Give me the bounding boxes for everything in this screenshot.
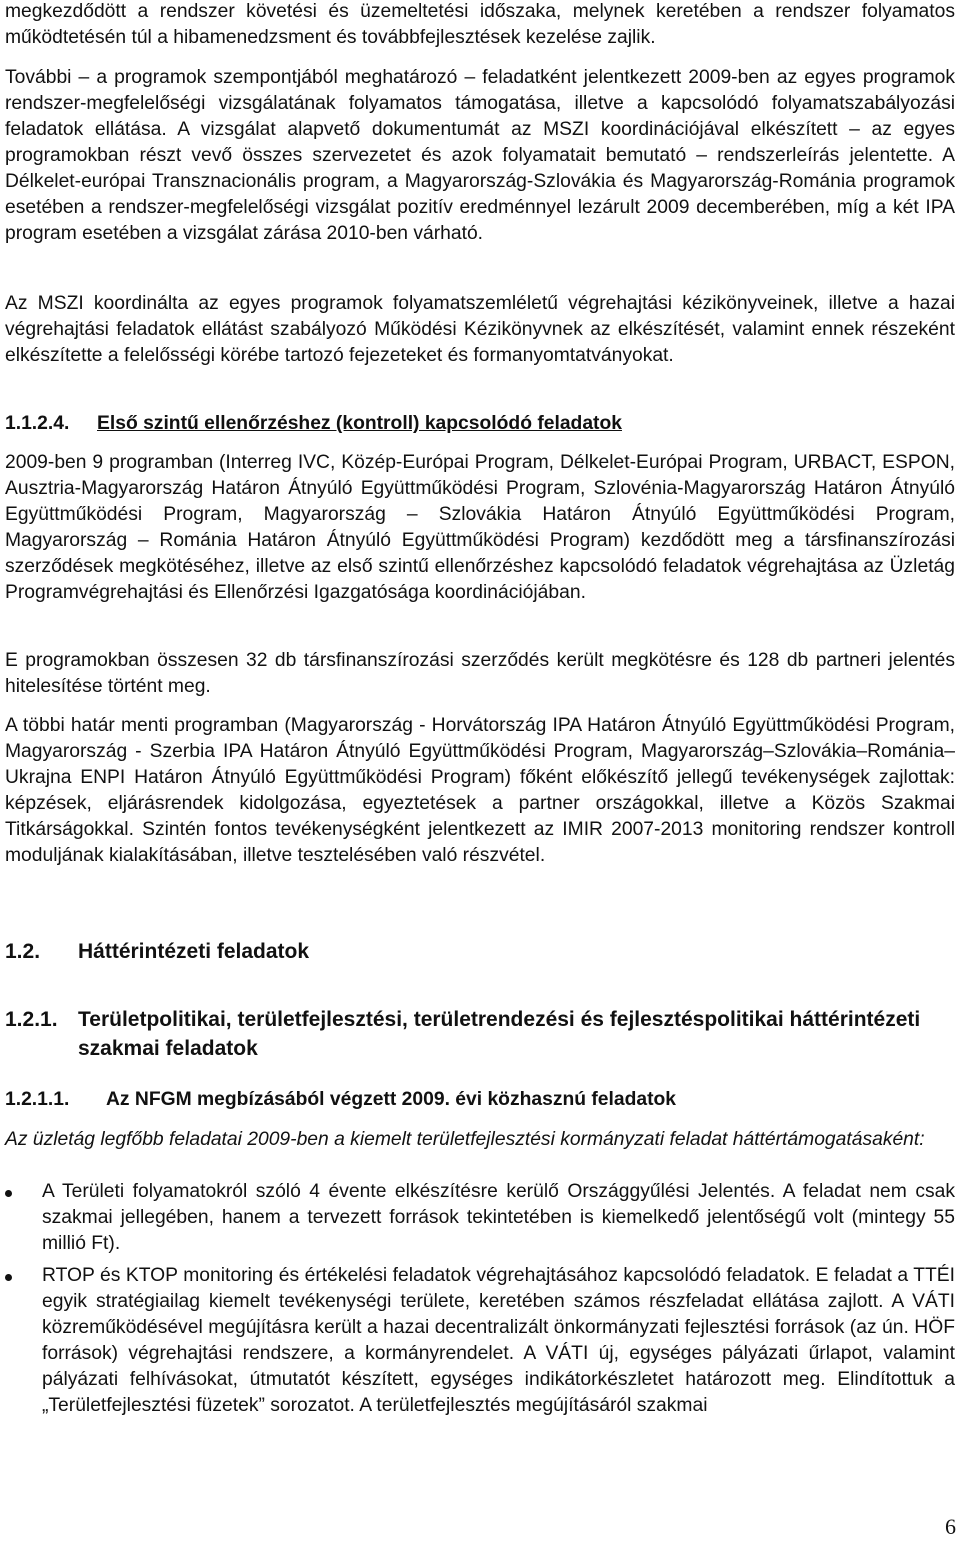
bullet-icon [5, 1190, 12, 1197]
section-heading-1-2-1-1 [5, 1087, 676, 1113]
section-heading-1-1-2-4 [5, 411, 622, 437]
list-item [5, 1263, 955, 1419]
list-item-text: A Területi folyamatokról szóló 4 évente elkészítésre kerülő Országgyűlési Jelentés. A feladat nem csak szakmai jellegében, hanem a tervezett források tekintetében is kiemelkedő jelentőségű volt (mintegy 55 millió Ft). [42, 1181, 955, 1254]
list-item [5, 1179, 955, 1257]
bullet-list [5, 1179, 955, 1425]
heading-number: 1.1.2.4. [5, 413, 70, 434]
paragraph: megkezdődött a rendszer követési és üzemeltetési időszaka, melynek keretében a rendszer folyamatos működtetésén túl a hibamenedzsment és továbbfejlesztések kezelése zajlik. [5, 1, 955, 48]
heading-number: 1.2. [5, 940, 41, 963]
bullet-icon [5, 1274, 12, 1281]
heading-text: Az NFGM megbízásából végzett 2009. évi közhasznú feladatok [106, 1089, 677, 1110]
heading-number: 1.2.1. [5, 1008, 58, 1031]
paragraph: E programokban összesen 32 db társfinanszírozási szerződés került megkötésre és 128 db partneri jelentés hitelesítése történt meg. [5, 650, 955, 697]
paragraph: További – a programok szempontjából meghatározó – feladatként jelentkezett 2009-ben az egyes programok rendszer-megfelelőségi vizsgálatának folyamatos támogatása, illetve a kapcsolódó folyamatszabályozási feladatok ellátása. A vizsgálat alapvető dokumentumát az MSZI koordinációjával elkészített – az egyes programokban részt vevő összes szervezetet és azok folyamatait bemutató – rendszerleírás jelentette. A Délkelet-európai Transznacionális program, a Magyarország-Szlovákia és Magyarország-Románia programok esetében a rendszer-megfelelőségi vizsgálat pozitív eredménnyel lezárult 2009 decemberében, míg a két IPA program esetében a vizsgálat zárása 2010-ben várható. [5, 67, 955, 244]
page-number: 6 [945, 1514, 956, 1539]
intro-paragraph: Az üzletág legfőbb feladatai 2009-ben a kiemelt területfejlesztési kormányzati feladat háttértámogatásaként: [5, 1129, 925, 1150]
paragraph: 2009-ben 9 programban (Interreg IVC, Közép-Európai Program, Délkelet-Európai Program, URBACT, ESPON, Ausztria-Magyarország Határon Átnyúló Együttműködési Program, Szlovénia-Magyarország Határon Átnyúló Együttműködési Program, Magyarország – Szlovákia Határon Átnyúló Együttműködési Program, Magyarország – Románia Határon Átnyúló Együttműködési Program) kezdődött meg a társfinanszírozási szerződések megkötéséhez, illetve az első szintű ellenőrzéshez kapcsolódó feladatok végrehajtása az Üzletág Programvégrehajtási és Ellenőrzési Igazgatósága koordinációjában. [5, 452, 955, 603]
heading-number: 1.2.1.1. [5, 1089, 70, 1110]
heading-text: Háttérintézeti feladatok [78, 940, 310, 963]
section-heading-1-2-1 [5, 1005, 955, 1063]
heading-text: Területpolitikai, területfejlesztési, területrendezési és fejlesztéspolitikai háttérintézeti szakmai feladatok [78, 1008, 921, 1060]
list-item-text: RTOP és KTOP monitoring és értékelési feladatok végrehajtásához kapcsolódó feladatok. E feladat a TTÉI egyik stratégiailag kiemelt tevékenységi területe, keretében számos részfeladat ellátása zajlott. A VÁTI közreműködésével megújításra került a hazai decentralizált önkormányzati fejlesztési források (az ún. HÖF források) végrehajtási rendszere, a kormányrendelet. A VÁTI új, egységes pályázati űrlapot, valamint pályázati felhívásokat, útmutatót készített, egységes indikátorkészletet határozott meg. Elindítottuk a „Területfejlesztési füzetek” sorozatot. A területfejlesztés megújításáról szakmai [42, 1265, 955, 1416]
section-heading-1-2 [5, 938, 309, 966]
heading-text: Első szintű ellenőrzéshez (kontroll) kapcsolódó feladatok [97, 413, 622, 434]
paragraph: A többi határ menti programban (Magyarország - Horvátország IPA Határon Átnyúló Együttműködési Program, Magyarország - Szerbia IPA Határon Átnyúló Együttműködési Program, Magyarország–Szlovákia–Románia–Ukrajna ENPI Határon Átnyúló Együttműködési Program) főként előkészítő jellegű tevékenységek zajlottak: képzések, eljárásrendek kidolgozása, egyeztetések a partner országokkal, illetve a Közös Szakmai Titkárságokkal. Szintén fontos tevékenységként jelentkezett az IMIR 2007-2013 monitoring rendszer kontroll moduljának kialakításában, illetve tesztelésében való részvétel. [5, 715, 955, 866]
paragraph: Az MSZI koordinálta az egyes programok folyamatszemléletű végrehajtási kézikönyveinek, illetve a hazai végrehajtási feladatok ellátást szabályozó Működési Kézikönyvnek az elkészítését, valamint ennek részeként elkészítette a felelősségi körébe tartozó fejezeteket és formanyomtatványokat. [5, 293, 955, 366]
